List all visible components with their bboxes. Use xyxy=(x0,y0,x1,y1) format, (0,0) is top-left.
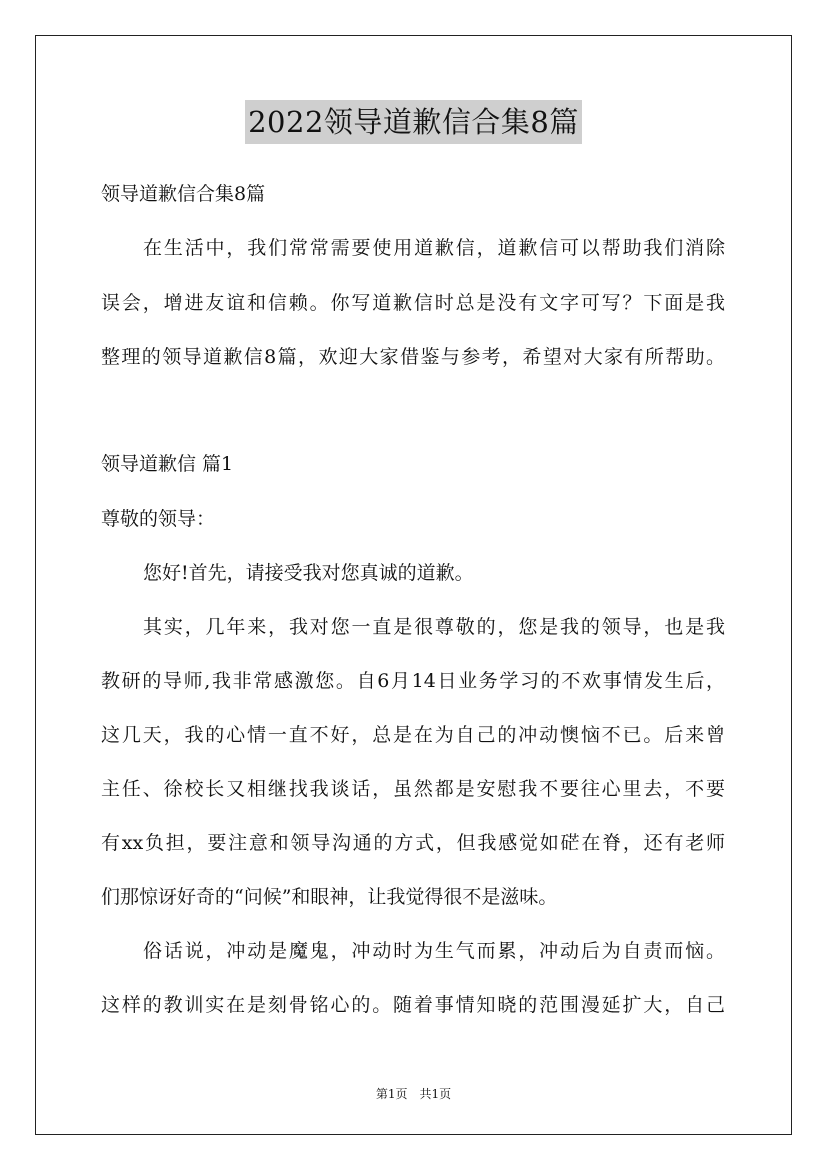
paragraph1-line-4: 主任、徐校长又相继找我谈话，虽然都是安慰我不要往心里去，不要 xyxy=(101,778,725,800)
intro-line-3: 整理的领导道歉信8篇，欢迎大家借鉴与参考，希望对大家有所帮助。 xyxy=(101,346,725,368)
salutation: 尊敬的领导： xyxy=(101,508,216,530)
section-heading: 领导道歉信 篇1 xyxy=(101,453,234,475)
paragraph1-line-6: 们那惊讶好奇的“问候”和眼神，让我觉得很不是滋味。 xyxy=(101,886,558,908)
greeting-line: 您好!首先，请接受我对您真诚的道歉。 xyxy=(143,562,474,584)
document-title: 2022领导道歉信合集8篇 xyxy=(245,100,582,144)
paragraph2-line-2: 这样的教训实在是刻骨铭心的。随着事情知晓的范围漫延扩大，自己 xyxy=(101,994,725,1016)
paragraph2-line-1: 俗话说，冲动是魔鬼，冲动时为生气而累，冲动后为自责而恼。 xyxy=(143,940,725,962)
paragraph1-line-5: 有xx负担，要注意和领导沟通的方式，但我感觉如硭在脊，还有老师 xyxy=(101,832,725,854)
paragraph1-line-3: 这几天，我的心情一直不好，总是在为自己的冲动懊恼不已。后来曾 xyxy=(101,724,725,746)
paragraph1-line-2: 教研的导师,我非常感激您。自6月14日业务学习的不欢事情发生后， xyxy=(101,670,725,692)
intro-line-2: 误会，增进友谊和信赖。你写道歉信时总是没有文字可写？下面是我 xyxy=(101,292,725,314)
page-footer: 第1页 共1页 xyxy=(375,1087,452,1101)
paragraph1-line-1: 其实，几年来，我对您一直是很尊敬的，您是我的领导，也是我 xyxy=(143,616,725,638)
intro-line-1: 在生活中，我们常常需要使用道歉信，道歉信可以帮助我们消除 xyxy=(143,237,725,259)
title-container xyxy=(0,100,827,144)
document-subtitle: 领导道歉信合集8篇 xyxy=(101,183,266,205)
